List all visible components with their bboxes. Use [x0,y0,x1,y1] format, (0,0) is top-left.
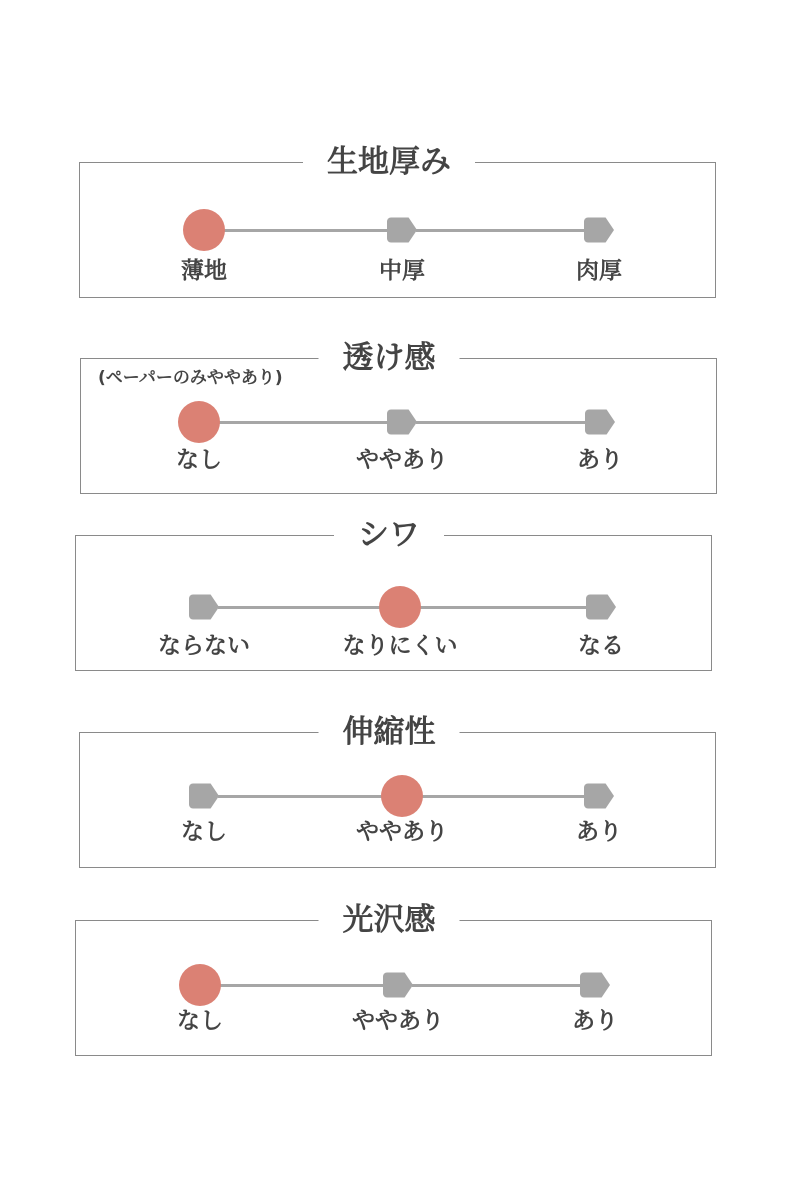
wrinkle-track-segment [218,606,386,609]
gloss-option-label: ややあり [352,1008,444,1034]
thickness-title: 生地厚み [303,139,475,185]
level-tag-icon [189,595,219,620]
gloss-title: 光沢感 [319,897,460,943]
level-tag-icon [580,973,610,998]
wrinkle-panel [75,517,712,671]
wrinkle-option-label: なる [578,633,624,659]
level-tag-icon [584,784,614,809]
wrinkle-option-label: なりにくい [342,633,458,659]
thickness-track-segment [218,229,388,232]
transparency-track-segment [416,421,586,424]
thickness-option-label: 肉厚 [576,258,622,284]
transparency-option-label: ややあり [356,447,448,473]
level-tag-icon [586,595,616,620]
level-tag-icon [585,410,615,435]
stretch-track-segment [416,795,585,798]
transparency-title: 透け感 [319,335,460,381]
gloss-option-label: あり [572,1008,618,1034]
wrinkle-title: シワ [334,512,444,558]
level-tag-icon [387,410,417,435]
stretch-panel [79,714,716,868]
stretch-option-label: なし [181,819,227,845]
level-tag-icon [387,218,417,243]
selected-level-dot-icon [381,775,423,817]
gloss-track-segment [214,984,384,987]
selected-level-dot-icon [178,401,220,443]
transparency-option-label: あり [577,447,623,473]
selected-level-dot-icon [179,964,221,1006]
thickness-option-label: 薄地 [181,258,227,284]
transparency-track-segment [213,421,388,424]
stretch-option-label: ややあり [356,819,448,845]
wrinkle-track-segment [414,606,587,609]
level-tag-icon [584,218,614,243]
stretch-option-label: あり [576,819,622,845]
selected-level-dot-icon [379,586,421,628]
thickness-track-segment [416,229,585,232]
thickness-panel [79,144,716,298]
gloss-option-label: なし [177,1008,223,1034]
transparency-note: (ペーパーのみややあり) [98,368,283,388]
level-tag-icon [383,973,413,998]
wrinkle-option-label: ならない [158,633,250,659]
level-tag-icon [189,784,219,809]
stretch-title: 伸縮性 [319,709,460,755]
thickness-option-label: 中厚 [379,258,425,284]
gloss-panel [75,902,712,1056]
stretch-track-segment [218,795,388,798]
transparency-option-label: なし [176,447,222,473]
selected-level-dot-icon [183,209,225,251]
gloss-track-segment [412,984,581,987]
